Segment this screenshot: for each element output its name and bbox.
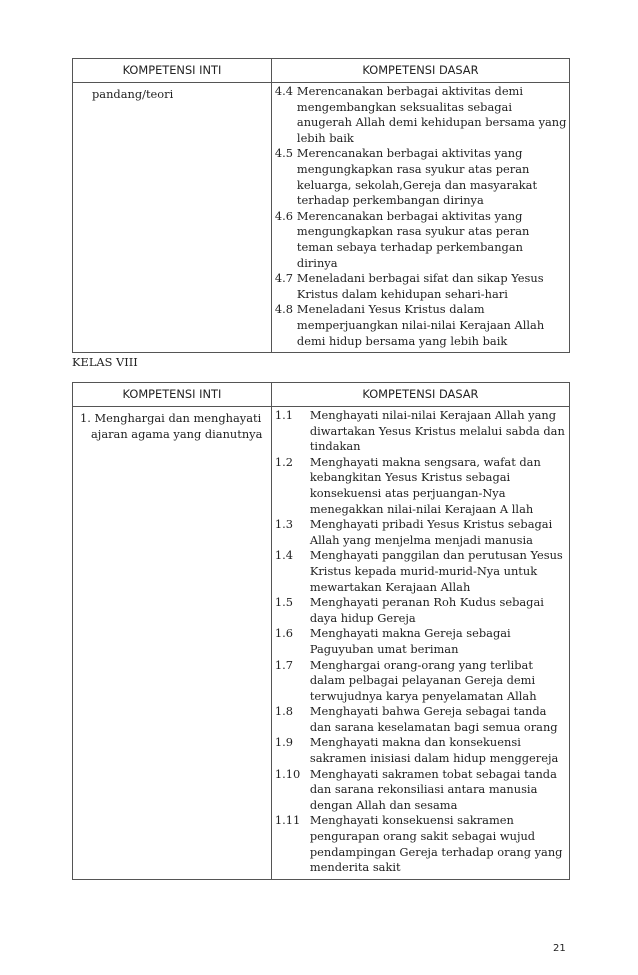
kompetensi-inti-text: 1. Menghargai dan menghayati ajaran agama yang dianutnya xyxy=(80,411,263,441)
header-kompetensi-dasar: KOMPETENSI DASAR xyxy=(271,59,569,83)
item-number: 4.4 xyxy=(274,84,294,98)
kompetensi-dasar-item xyxy=(275,735,567,766)
kompetensi-dasar-item xyxy=(275,767,567,814)
item-number: 1.9 xyxy=(274,735,293,750)
kompetensi-dasar-item xyxy=(275,84,567,146)
item-text: Menghayati makna dan konsekuensi sakramen inisiasi dalam hidup menggereja xyxy=(309,735,559,766)
kompetensi-dasar-cell xyxy=(271,83,569,353)
item-number: 1.4 xyxy=(274,548,293,563)
page-number: 21 xyxy=(553,943,566,954)
item-text: Merencanakan berbagai aktivitas demi mengembangkan seksualitas sebagai anugerah Allah demi kehidupan bersama yang lebih baik xyxy=(296,84,567,145)
table-row xyxy=(73,83,570,353)
item-number: 4.5 xyxy=(274,146,294,161)
item-number: 1.10 xyxy=(274,766,301,781)
kompetensi-dasar-item xyxy=(275,146,567,208)
table-header-row xyxy=(73,59,570,83)
competency-table-continued xyxy=(72,58,570,353)
kompetensi-inti-cell xyxy=(73,407,272,880)
item-number: 4.6 xyxy=(274,208,294,223)
item-text: Menghayati nilai-nilai Kerajaan Allah yang diwartakan Yesus Kristus melalui sabda dan tindakan xyxy=(309,408,565,454)
item-number: 1.6 xyxy=(274,626,293,641)
class-heading: KELAS VIII xyxy=(72,355,138,369)
kompetensi-dasar-list xyxy=(272,83,569,352)
kompetensi-inti-cell xyxy=(73,83,272,353)
item-text: Menghayati makna sengsara, wafat dan kebangkitan Yesus Kristus sebagai konsekuensi atas perjuangan-Nya menegakkan nilai-nilai Kerajaan A llah xyxy=(309,454,541,516)
kompetensi-dasar-item xyxy=(275,813,567,875)
header-kompetensi-inti: KOMPETENSI INTI xyxy=(73,59,272,83)
item-text: Menghayati panggilan dan perutusan Yesus Kristus kepada murid-murid-Nya untuk mewartakan Kerajaan Allah xyxy=(309,548,563,594)
kompetensi-dasar-item xyxy=(275,408,567,455)
item-text: Menghayati makna Gereja sebagai Paguyuban umat beriman xyxy=(309,626,511,656)
table-row xyxy=(73,407,570,880)
item-number: 1.2 xyxy=(274,454,293,469)
item-number: 1.11 xyxy=(274,813,301,828)
item-number: 4.7 xyxy=(274,271,294,286)
kompetensi-dasar-item xyxy=(275,517,567,548)
item-text: Meneladani Yesus Kristus dalam memperjuangkan nilai-nilai Kerajaan Allah demi hidup bersama yang lebih baik xyxy=(296,302,545,348)
item-text: Meneladani berbagai sifat dan sikap Yesus Kristus dalam kehidupan sehari-hari xyxy=(296,271,544,301)
item-text: Menghargai orang-orang yang terlibat dalam pelbagai pelayanan Gereja demi terwujudnya karya penyelamatan Allah xyxy=(309,657,537,703)
competency-table-kelas-viii xyxy=(72,382,570,880)
item-number: 1.7 xyxy=(274,657,293,672)
item-text: Merencanakan berbagai aktivitas yang mengungkapkan rasa syukur atas peran teman sebaya terhadap perkembangan dirinya xyxy=(296,208,530,270)
item-number: 1.3 xyxy=(274,517,293,532)
kompetensi-inti-text: pandang/teori xyxy=(92,87,174,101)
kompetensi-dasar-list xyxy=(272,407,569,879)
kompetensi-dasar-cell xyxy=(271,407,569,880)
kompetensi-dasar-item xyxy=(275,626,567,657)
header-kompetensi-inti: KOMPETENSI INTI xyxy=(73,383,272,407)
kompetensi-dasar-item xyxy=(275,455,567,517)
kompetensi-dasar-item xyxy=(275,302,567,349)
item-number: 1.5 xyxy=(274,595,293,610)
item-text: Menghayati bahwa Gereja sebagai tanda dan sarana keselamatan bagi semua orang xyxy=(309,704,558,734)
item-number: 1.8 xyxy=(274,704,293,719)
kompetensi-dasar-item xyxy=(275,209,567,271)
kompetensi-dasar-item xyxy=(275,704,567,735)
item-text: Menghayati konsekuensi sakramen pengurapan orang sakit sebagai wujud pendampingan Gereja terhadap orang yang menderita sakit xyxy=(309,813,563,875)
table-header-row xyxy=(73,383,570,407)
item-text: Menghayati peranan Roh Kudus sebagai daya hidup Gereja xyxy=(309,595,544,625)
kompetensi-dasar-item xyxy=(275,548,567,595)
kompetensi-dasar-item xyxy=(275,271,567,302)
item-text: Merencanakan berbagai aktivitas yang mengungkapkan rasa syukur atas peran keluarga, sekolah,Gereja dan masyarakat terhadap perkembangan dirinya xyxy=(296,146,538,208)
kompetensi-dasar-item xyxy=(275,658,567,705)
kompetensi-dasar-item xyxy=(275,595,567,626)
item-text: Menghayati pribadi Yesus Kristus sebagai Allah yang menjelma menjadi manusia xyxy=(309,517,553,547)
item-text: Menghayati sakramen tobat sebagai tanda dan sarana rekonsiliasi antara manusia dengan Allah dan sesama xyxy=(309,766,557,812)
item-number: 1.1 xyxy=(274,408,293,422)
header-kompetensi-dasar: KOMPETENSI DASAR xyxy=(271,383,569,407)
item-number: 4.8 xyxy=(274,302,294,317)
